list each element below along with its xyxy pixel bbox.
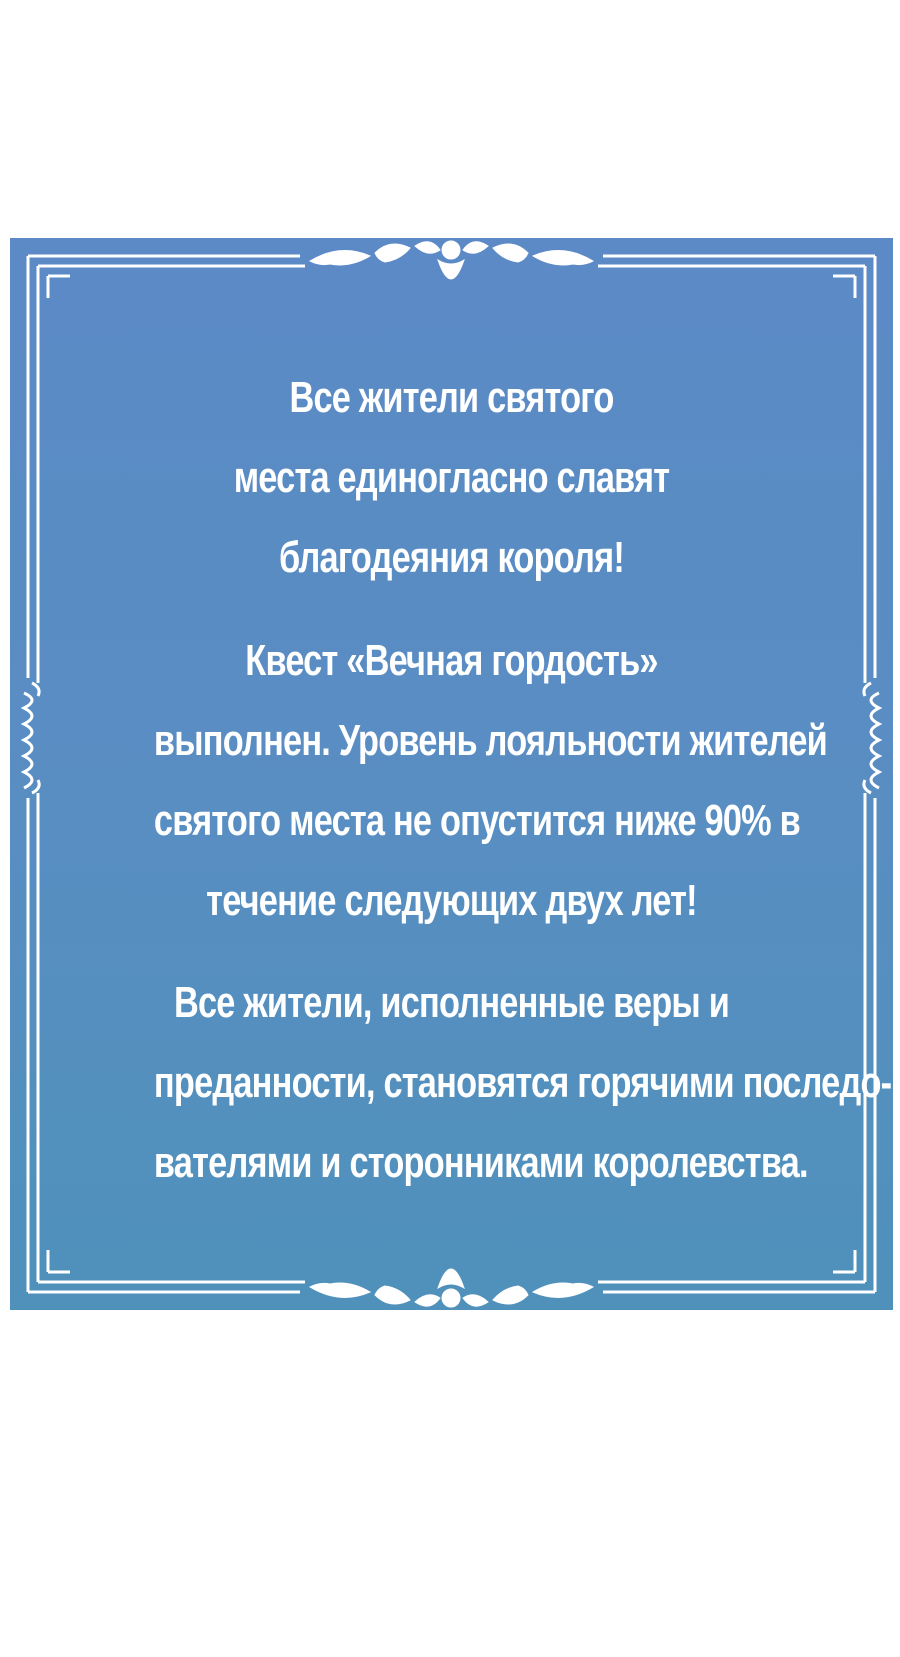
side-flourish-left-icon [24,683,39,793]
text-line: Все жители, исполненные веры и [173,978,730,1027]
text-line: Квест «Вечная гордость» [245,636,658,685]
side-flourish-right-icon [864,683,879,793]
text-line: святого места не опустится ниже 90% в [153,796,800,845]
text-line: места единогласно славят [233,453,670,502]
text-line: вателями и сторонниками королевства. [153,1138,808,1187]
text-line: Все жители святого [289,373,614,422]
text-line: преданности, становятся горячими последо- [153,1058,892,1107]
fleur-de-lis-bottom-icon [310,1269,593,1307]
text-line: благодеяния короля! [278,533,625,582]
text-line: выполнен. Уровень лояльности жителей [153,716,827,765]
paragraph-quest-complete [153,621,827,941]
text-line: течение следующих двух лет! [206,876,697,925]
paragraph-followers [153,963,892,1203]
paragraph-kingdom-praise [154,358,749,598]
quest-notification-panel [10,238,893,1310]
fleur-de-lis-top-icon [310,241,593,279]
